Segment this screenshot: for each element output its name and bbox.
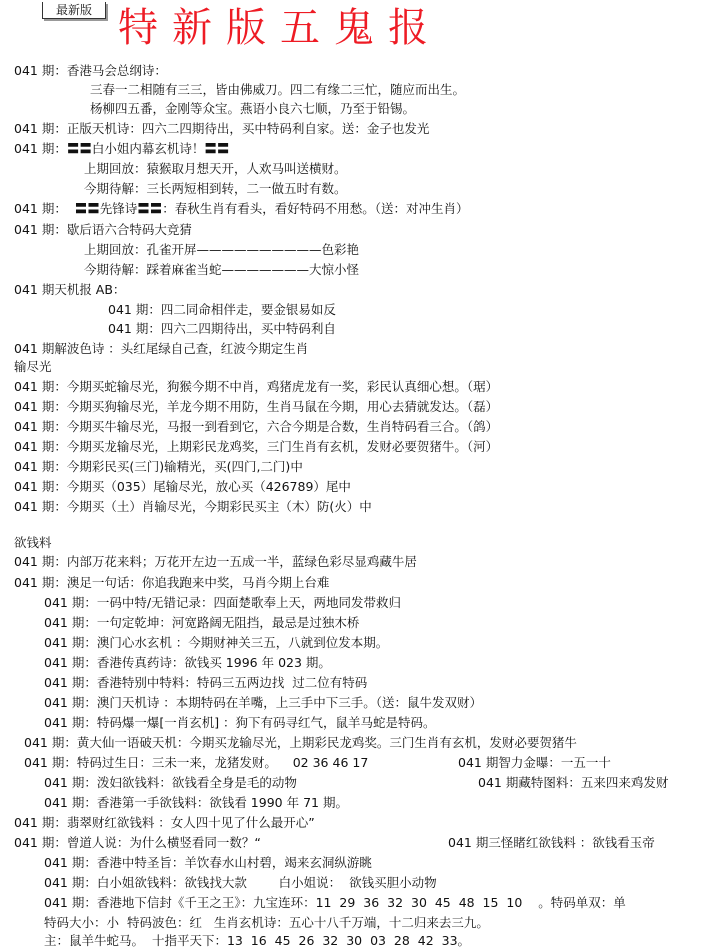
text-line: 041 期：今期买龙输尽光，上期彩民龙鸡奖，三门生肖有玄机，发财必要贺猪牛。（河）	[14, 439, 499, 454]
text-line: 041 期：黄大仙一语破天机：今期买龙输尽光，上期彩民龙鸡奖。三门生肖有玄机，发财必要贺猪牛	[24, 735, 577, 750]
text-line: 今期待解：三长两短相到转，二一做五时有数。	[84, 181, 347, 196]
text-line: 041 期：一句定乾坤：河宽路阔无阻挡，最忌是过独木桥	[44, 615, 360, 630]
text-line: 041 期：四六二四期待出，买中特码利自	[108, 321, 336, 336]
text-line: 主：鼠羊牛蛇马。 十指平天下：13 16 45 26 32 30 03 28 42 33。	[44, 933, 471, 948]
text-line: 041 期：今期彩民买(三门)输精光，买(四门,二门)中	[14, 459, 303, 474]
text-line: 041 期：澳门心水玄机 ：今期财神关三五，八就到位发本期。	[44, 635, 389, 650]
text-line: 041 期：翡翠财红欲钱料 ：女人四十见了什么最开心”	[14, 815, 315, 830]
text-line: 三春一二相随有三三，皆由佛威刀。四二有缘二三忙，随应而出生。	[90, 82, 466, 97]
page-title: 特新版五鬼报	[118, 5, 442, 51]
text-line: 041 期：泼妇欲钱料：欲钱看全身是毛的动物	[44, 775, 297, 790]
text-line: 上期回放：孔雀开屏——————————色彩艳	[84, 242, 360, 257]
section-heading-want-money: 欲钱料	[14, 535, 52, 550]
text-line: 杨柳四五番，金刚等众宝。燕语小良六七顺，乃至于铅锡。	[90, 101, 416, 116]
text-line: 041 期：特码爆一爆[一肖玄机] ：狗下有码寻红气，鼠羊马蛇是特码。	[44, 715, 436, 730]
text-line: 今期待解：踩着麻雀当蛇———————大惊小怪	[84, 262, 360, 277]
text-line: 041 期：歇后语六合特码大竞猜	[14, 222, 192, 237]
text-line: 041 期：内部万花来料；万花开左边一五成一半，蓝绿色彩尽显鸡藏牛居	[14, 554, 417, 569]
text-line: 上期回放：猿猴取月想天开，人欢马叫送横财。	[84, 161, 347, 176]
text-line: 041 期：今期买（土）肖输尽光，今期彩民买主（木）防(火）中	[14, 499, 372, 514]
text-line: 041 期：〓〓白小姐内幕玄机诗！〓〓	[14, 141, 230, 156]
text-line: 041 期：一码中特/无错记录：四面楚歌奉上天，两地同发带救归	[44, 595, 402, 610]
text-line: 041 期：香港马会总纲诗：	[14, 63, 167, 78]
text-line: 041 期：香港地下信封《千王之王》：九宝连环：11 29 36 32 30 45 48 15 10 。特码单双：单	[44, 895, 626, 910]
text-line: 041 期：特码过生日：三未一来，龙猪发财。 02 36 46 17	[24, 755, 369, 770]
text-line: 041 期：香港传真药诗：欲钱买 1996 年 023 期。	[44, 655, 331, 670]
text-line: 041 期解波色诗 ：头红尾绿自己查，红波今期定生肖	[14, 341, 309, 356]
text-line: 041 期：今期买（035）尾输尽光，放心买（426789）尾中	[14, 479, 351, 494]
text-line: 041 期：今期买狗输尽光，羊龙今期不用防，生肖马鼠在今期，用心去猜就发达。（磊）	[14, 399, 499, 414]
section-heading-lose-all: 输尽光	[14, 359, 52, 374]
text-line: 041 期：香港第一手欲钱料：欲钱看 1990 年 71 期。	[44, 795, 348, 810]
text-line: 041 期：香港中特圣旨：羊饮春水山村碧，竭来玄洞纵游眺	[44, 855, 372, 870]
text-line: 041 期：曾道人说：为什么横竖看同一数？“	[14, 835, 261, 850]
text-line: 041 期：今期买蛇输尽光，狗猴今期不中肖，鸡猪虎龙有一奖，彩民认真细心想。（琚）	[14, 379, 499, 394]
text-line: 041 期三怪睹红欲钱料 ：欲钱看玉帝	[448, 835, 655, 850]
text-line: 041 期：香港特别中特料：特码三五两边找 过二位有特码	[44, 675, 368, 690]
text-line: 041 期藏特图料：五来四来鸡发财	[478, 775, 669, 790]
text-line: 041 期：白小姐欲钱料：欲钱找大款 白小姐说： 欲钱买胆小动物	[44, 875, 437, 890]
text-line: 041 期智力金曝：一五一十	[458, 755, 611, 770]
text-line: 041 期天机报 AB：	[14, 282, 126, 297]
text-line: 特码大小：小 特码波色：红 生肖玄机诗：五心十八千万端，十二归来去三九。	[44, 915, 489, 930]
text-line: 041 期：四二同命相伴走，要金银易如反	[108, 302, 336, 317]
latest-version-badge: 最新版	[42, 2, 106, 19]
text-line: 041 期：正版天机诗：四六二四期待出，买中特码利自家。送：金子也发光	[14, 121, 430, 136]
text-line: 041 期：今期买牛输尽光，马报一到看到它，六合今期是合数，生肖特码看三合。（鸽）	[14, 419, 499, 434]
text-line: 041 期：澳门天机诗 ：本期特码在羊嘴，上三手中下三手。（送：鼠牛发双财）	[44, 695, 483, 710]
text-line: 041 期：澳足一句话：你追我跑来中奖，马肖今期上台难	[14, 575, 330, 590]
text-line: 041 期： 〓〓先锋诗〓〓：春秋生肖有看头，看好特码不用愁。（送：对冲生肖）	[14, 201, 469, 216]
